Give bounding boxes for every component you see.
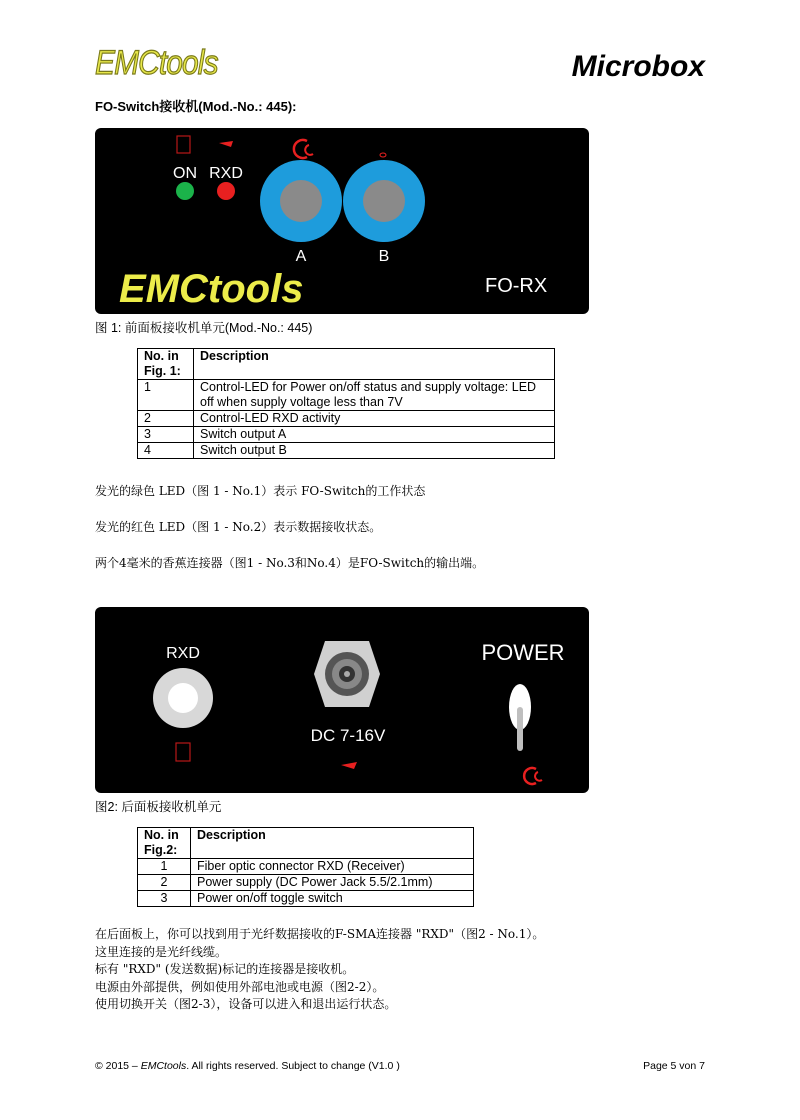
- led-rxd-label: RXD: [209, 165, 243, 182]
- figure1-table: [137, 348, 555, 459]
- table-row: 2 Power supply (DC Power Jack 5.5/2.1mm): [138, 875, 474, 891]
- figure2-table: [137, 827, 474, 907]
- marker-square: [176, 743, 190, 761]
- paragraph-green-led: 发光的绿色 LED（图 1 - No.1）表示 FO-Switch的工作状态: [95, 484, 426, 498]
- section-title: FO-Switch接收机(Mod.-No.: 445):: [95, 99, 297, 114]
- marker-square: [177, 136, 190, 153]
- connector-b-label: B: [378, 248, 390, 265]
- copyright-footer: © 2015 – EMCtools. All rights reserved. Subject to change (V1.0 ): [95, 1060, 400, 1072]
- power-label: POWER: [481, 640, 565, 665]
- rxd-label: RXD: [166, 645, 200, 662]
- table-row: 4 Switch output B: [138, 443, 555, 459]
- text-line: 这里连接的是光纤线缆。: [95, 944, 228, 959]
- text-line: 电源由外部提供，例如使用外部电池或电源（图2-2）。: [95, 979, 385, 994]
- model-label: FO-RX: [485, 275, 548, 297]
- emctools-logo: EMCtools: [95, 44, 218, 82]
- table-header: Description: [191, 828, 474, 859]
- table-header: Description: [194, 349, 555, 380]
- table-row: 1 Fiber optic connector RXD (Receiver): [138, 859, 474, 875]
- front-panel-drawing: [95, 128, 589, 314]
- table-row: 2 Control-LED RXD activity: [138, 411, 555, 427]
- paragraph-connectors: 两个4毫米的香蕉连接器（图1 - No.3和No.4）是FO-Switch的输出端。: [95, 556, 485, 570]
- table-header-row: [138, 349, 555, 380]
- product-title: Microbox: [571, 50, 705, 83]
- table-row: 3 Switch output A: [138, 427, 555, 443]
- figure2-caption: 图2: 后面板接收机单元: [95, 800, 222, 814]
- led-on-label: ON: [173, 165, 197, 182]
- rear-panel-image: [95, 607, 589, 793]
- table-row: 3 Power on/off toggle switch: [138, 891, 474, 907]
- table-header: No. in Fig.2:: [138, 828, 191, 859]
- panel-logo: EMCtools: [119, 267, 304, 311]
- paragraph-red-led: 发光的红色 LED（图 1 - No.2）表示数据接收状态。: [95, 520, 382, 534]
- green-led: [176, 182, 194, 200]
- red-led: [217, 182, 235, 200]
- text-line: 标有 "RXD" (发送数据)标记的连接器是接收机。: [95, 962, 355, 976]
- dc-voltage-label: DC 7-16V: [310, 726, 386, 745]
- marker-dot: [380, 153, 386, 157]
- table-row: 1 Control-LED for Power on/off status and supply voltage: LED off when supply voltage less than 7V: [138, 380, 555, 411]
- footer-brand: EMCtools: [140, 1060, 187, 1072]
- connector-a-label: A: [295, 248, 307, 265]
- page-number: Page 5 von 7: [643, 1060, 705, 1072]
- front-panel-image: [95, 128, 589, 314]
- text-line: 在后面板上，你可以找到用于光纤数据接收的F-SMA连接器 "RXD"（图2 - No.1）。: [95, 927, 545, 941]
- figure1-caption: 图 1: 前面板接收机单元(Mod.-No.: 445): [95, 321, 313, 335]
- rear-panel-description: [95, 926, 544, 1014]
- marker-arrow: [219, 141, 233, 147]
- text-line: 使用切换开关（图2-3），设备可以进入和退出运行状态。: [95, 997, 397, 1011]
- marker-arrow: [341, 762, 357, 769]
- table-header: No. in Fig. 1:: [138, 349, 194, 380]
- rear-panel-drawing: [95, 607, 589, 793]
- table-header-row: [138, 828, 474, 859]
